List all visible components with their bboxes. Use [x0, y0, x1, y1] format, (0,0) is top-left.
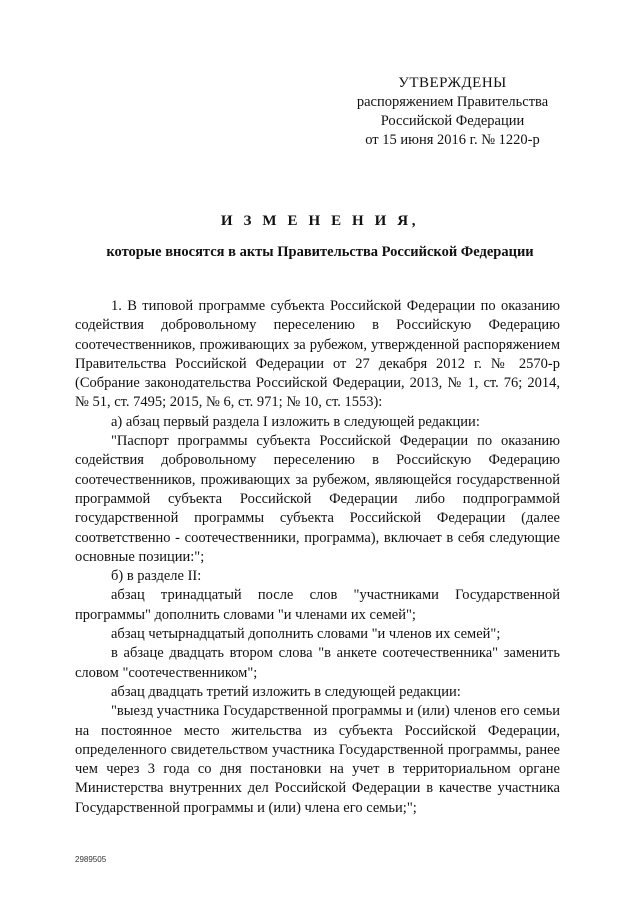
paragraph-4: б) в разделе II:: [111, 568, 202, 585]
document-body: [75, 297, 560, 818]
paragraph-3: "Паспорт программы субъекта Российской Федерации по оказанию содействия добровольному переселению в Российскую Федерацию соотечественников, проживающих за рубежом, являющейся государственной программой субъекта Российской Федерации либо подпрограммой государственной программы субъекта Российской Федерации (далее соответственно - соотечественники, программа), включает в себя следующие основные позиции:";: [75, 433, 560, 565]
paragraph-2: а) абзац первый раздела I изложить в следующей редакции:: [111, 413, 480, 430]
paragraph-1: 1. В типовой программе субъекта Российской Федерации по оказанию содействия добровольному переселению в Российскую Федерацию соотечественников, проживающих за рубежом, утвержденной распоряжением Правительства Российской Федерации от 27 декабря 2012 г. № 2570-р (Собрание законодательства Российской Федерации, 2013, № 1, ст. 76; 2014, № 51, ст. 7495; 2015, № 6, ст. 971; № 10, ст. 1553):: [75, 298, 560, 411]
document-title: И З М Е Н Е Н И Я,: [220, 213, 420, 229]
approval-line-2: Российской Федерации: [380, 113, 525, 129]
approval-line-3: от 15 июня 2016 г. № 1220-р: [365, 132, 540, 148]
approval-stamp: УТВЕРЖДЕНЫ: [398, 75, 507, 91]
approval-line-1: распоряжением Правительства: [356, 94, 549, 110]
paragraph-8: абзац двадцать третий изложить в следующей редакции:: [111, 683, 461, 700]
paragraph-5: абзац тринадцатый после слов "участниками Государственной программы" дополнить словами "и членами их семей";: [75, 587, 560, 623]
document-subtitle: которые вносятся в акты Правительства Российской Федерации: [106, 244, 534, 260]
paragraph-9: "выезд участника Государственной программы и (или) членов его семьи на постоянное место жительства из субъекта Российской Федерации, определенного свидетельством участника Государственной программы, ранее чем через 3 года со дня постановки на учет в территориальном органе Министерства внутренних дел Российской Федерации в качестве участника Государственной программы и (или) члена его семьи;";: [75, 703, 560, 816]
paragraph-7: в абзаце двадцать втором слова "в анкете соотечественника" заменить словом "соотечественником";: [75, 645, 560, 681]
paragraph-6: абзац четырнадцатый дополнить словами "и членов их семей";: [111, 626, 501, 643]
approval-block: [345, 74, 560, 150]
document-code: 2989505: [75, 855, 107, 864]
